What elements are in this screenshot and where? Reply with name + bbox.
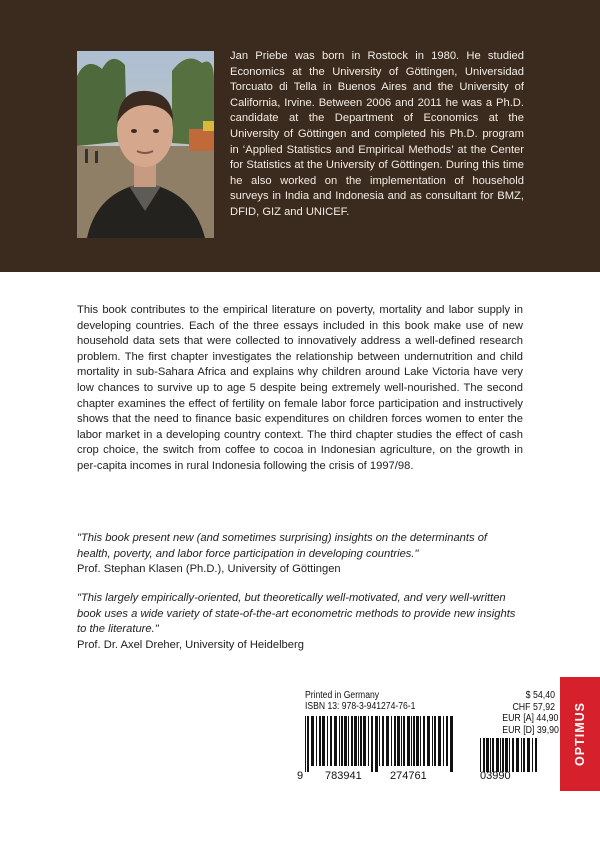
barcode-bar — [535, 738, 537, 772]
quote-text: "This book present new (and sometimes surprising) insights on the determinants of health, poverty, and labor force participation in developing countries." — [77, 532, 488, 560]
barcode-bar — [446, 716, 448, 766]
barcode-digits-left: 783941 — [325, 770, 362, 782]
barcode-bar — [432, 716, 433, 766]
barcode-bar — [483, 738, 485, 772]
quote-text: "This largely empirically-oriented, but theoretically well-motivated, and very well-written book uses a wide variety of state-of-the-art econometric methods to provide new insights to the literature." — [77, 592, 516, 636]
barcode-bar — [391, 716, 392, 766]
barcode-bar — [354, 716, 357, 766]
author-photo — [77, 51, 214, 238]
barcode-bar — [382, 716, 384, 766]
barcode-bar — [319, 716, 321, 766]
barcode-bar — [416, 716, 419, 766]
review-quote — [77, 531, 523, 578]
barcode-bar — [397, 716, 400, 766]
barcode-bar — [360, 716, 362, 766]
barcode-digits-right: 274761 — [390, 770, 427, 782]
barcode-bar — [450, 716, 453, 772]
barcode-bar — [502, 738, 504, 772]
price-eur-a: EUR [A] 44,90 — [502, 713, 559, 724]
barcode-bar — [423, 716, 425, 766]
barcode-bar — [434, 716, 436, 766]
addon-digits: 03990 — [480, 770, 511, 782]
barcode-bar — [505, 738, 508, 772]
barcode-bar — [521, 738, 522, 772]
barcode-bar — [305, 716, 306, 772]
price-usd: $ 54,40 — [525, 690, 555, 701]
barcode-bar — [358, 716, 359, 766]
barcode-bar — [492, 738, 494, 772]
barcode-bar — [334, 716, 337, 766]
publisher-logo — [560, 677, 600, 791]
barcode-bar — [490, 738, 491, 772]
barcode-bar — [316, 716, 317, 766]
barcode-bar — [443, 716, 444, 766]
barcode-bar — [480, 738, 481, 772]
barcode-bar — [413, 716, 415, 766]
barcode-bar — [427, 716, 430, 766]
barcode-bar — [386, 716, 389, 766]
barcode-bar — [368, 716, 369, 766]
barcode-bar — [403, 716, 405, 766]
barcode-bar — [532, 738, 533, 772]
price-chf: CHF 57,92 — [512, 701, 555, 713]
barcode-bar — [527, 738, 530, 772]
barcode-bar — [420, 716, 421, 766]
price-list — [495, 690, 559, 736]
barcode-bar — [509, 738, 510, 772]
barcode-bar — [363, 716, 366, 766]
printed-in-label: Printed in Germany — [305, 690, 380, 701]
barcode-bar — [523, 738, 525, 772]
barcode-bar — [371, 716, 373, 772]
barcode-bar — [394, 716, 396, 766]
price-eur-d: EUR [D] 39,90 — [502, 724, 559, 736]
barcode-bar — [512, 738, 514, 772]
isbn-label: ISBN 13: 978-3-941274-76-1 — [305, 701, 416, 712]
barcode-bar — [322, 716, 325, 766]
author-bio: Jan Priebe was born in Rostock in 1980. He studied Economics at the University of Göttingen, Universidad Torcuato di Tella in Buenos Aires and the University of California, Irvine. Between 2006 and 2011 he was a Ph.D. candidate at the Department of Economics at the University of Göttingen and completed his Ph.D. program in ‘Applied Statistics and Empirical Methods’ at the Center for Statistics at the University of Göttingen. During this time he also worked on the implementation of household surveys in India and Indonesia and as consultant for BMZ, DFID, GIZ and UNICEF. — [230, 50, 524, 218]
book-abstract: This book contributes to the empirical literature on poverty, mortality and labor supply in developing countries. Each of the three essays included in this book make use of new household data sets that were collected to innovatively address a well-defined research problem. The first chapter investigates the relationship between undernutrition and child mortality in sub-Sahara Africa and explains why children around Lake Victoria have very low chances to survive up to age 5 despite being extremely well-nourished. The second chapter examines the effect of fertility on female labor force participation and instructively shows that the need to finance basic expenditures on children forces women to enter the labor market in a developing country context. The third chapter studies the effect of cash crop choice, the switch from coffee to cocoa in Indonesian agriculture, on the growth in per-capita incomes in rural Indonesia following the crisis of 1997/98. — [77, 304, 523, 472]
barcode-bar — [351, 716, 353, 766]
barcode-digit-prefix: 9 — [297, 770, 304, 782]
barcode-bar — [344, 716, 347, 766]
barcode-bar — [330, 716, 332, 766]
barcode-bar — [411, 716, 412, 766]
barcode-bar — [339, 716, 340, 766]
barcode-bar — [379, 716, 380, 766]
barcode-bar — [307, 716, 309, 772]
quote-attribution: Prof. Dr. Axel Dreher, University of Heidelberg — [77, 638, 304, 651]
barcode-bar — [341, 716, 343, 766]
barcode-bar — [327, 716, 328, 766]
barcode-bar — [375, 716, 378, 772]
author-band — [0, 0, 600, 272]
barcode-bar — [348, 716, 349, 766]
barcode-bar — [311, 716, 314, 766]
quote-attribution: Prof. Stephan Klasen (Ph.D.), University of Göttingen — [77, 563, 341, 576]
barcode-bar — [516, 738, 519, 772]
barcode-block — [297, 690, 559, 790]
barcode-bar — [500, 738, 501, 772]
barcode-bar — [486, 738, 489, 772]
barcode-bar — [438, 716, 441, 766]
barcode-bar — [407, 716, 410, 766]
barcode-bar — [496, 738, 499, 772]
price-addon-barcode — [480, 738, 538, 772]
barcode-bar — [401, 716, 402, 766]
review-quote — [77, 591, 523, 653]
isbn-barcode — [305, 716, 455, 772]
publisher-label: OPTIMUS — [573, 702, 587, 766]
